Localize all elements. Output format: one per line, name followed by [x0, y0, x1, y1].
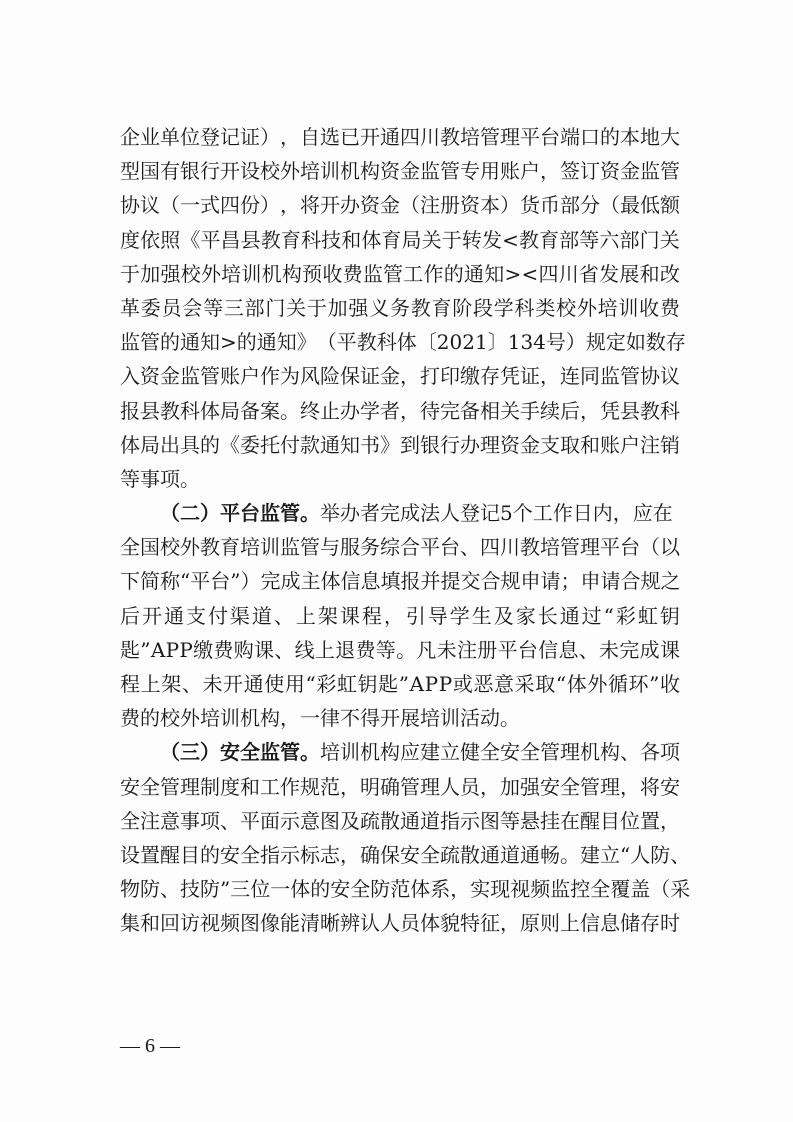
paragraph-line: 革 委 员 会 等 三 部 门 关 于 加 强 义 务 教 育 阶 段 学 科 类 校 外 培 训 收 费: [120, 295, 680, 320]
paragraph-line: 费的校外培训机构，一律不得开展培训活动。: [120, 706, 520, 731]
paragraph-line: 下 简 称 “ 平 台 ” ） 完 成 主 体 信 息 填 报 并 提 交 合 规 申 请 ； 申 请 合 规 之: [120, 569, 681, 594]
document-body: [120, 120, 691, 941]
paragraph-line: 安 全 管 理 制 度 和 工 作 规 范 ， 明 确 管 理 人 员 ， 加 强 安 全 管 理 ， 将 安: [120, 774, 680, 799]
paragraph-line: 集 和 回 访 视 频 图 像 能 清 晰 辨 认 人 员 体 貌 特 征 ， 原 则 上 信 息 储 存 时: [120, 911, 680, 936]
section-heading-line: [120, 735, 680, 769]
section-heading-line: [120, 496, 680, 530]
paragraph-line: 程 上 架 、 未 开 通 使 用 “ 彩 虹 钥 匙 ” A P P 或 恶 意 采 取 “ 体 外 循 环 ” 收: [120, 672, 680, 696]
section-heading: （三）安全监管。: [160, 740, 320, 765]
paragraph-line: 全 注 意 事 项 、 平 面 示 意 图 及 疏 散 通 道 指 示 图 等 悬 挂 在 醒 目 位 置 ，: [120, 808, 680, 833]
section-text: 培训机构应建立健全安全管理机构、各项: [320, 740, 680, 765]
paragraph-line: 后 开 通 支 付 渠 道 、 上 架 课 程 ， 引 导 学 生 及 家 长 通 过 “ 彩 虹 钥: [120, 603, 680, 628]
paragraph-line: 监 管 的 通 知 > 的 通 知 》 （ 平 教 科 体 〔 2 0 2 1 〕 1 3 4 号 ） 规 定 如 数 存: [120, 330, 686, 355]
section-text: 举办者完成法人登记5个工作日内，应在: [320, 501, 673, 526]
paragraph-line: 等事项。: [120, 466, 200, 491]
paragraph-line: 型 国 有 银 行 开 设 校 外 培 训 机 构 资 金 监 管 专 用 账 户 ， 签 订 资 金 监 管: [120, 159, 680, 184]
paragraph-line: 协 议 （ 一 式 四 份 ） ， 将 开 办 资 金 （ 注 册 资 本 ） 货 币 部 分 （ 最 低 额: [120, 193, 680, 218]
paragraph-line: 全 国 校 外 教 育 培 训 监 管 与 服 务 综 合 平 台 、 四 川 教 培 管 理 平 台 （ 以: [120, 535, 680, 560]
paragraph-line: 报 县 教 科 体 局 备 案 。 终 止 办 学 者 ， 待 完 备 相 关 手 续 后 ， 凭 县 教 科: [120, 398, 680, 423]
paragraph-line: 匙 ” A P P 缴 费 购 课 、 线 上 退 费 等 。 凡 未 注 册 平 台 信 息 、 未 完 成 课: [120, 637, 680, 662]
paragraph-line: 度 依 照 《 平 昌 县 教 育 科 技 和 体 育 局 关 于 转 发 < 教 育 部 等 六 部 门 关: [120, 227, 680, 252]
paragraph-line: 入 资 金 监 管 账 户 作 为 风 险 保 证 金 ， 打 印 缴 存 凭 证 ， 连 同 监 管 协 议: [120, 364, 680, 389]
paragraph-line: 于 加 强 校 外 培 训 机 构 预 收 费 监 管 工 作 的 通 知 > < 四 川 省 发 展 和 改: [120, 261, 680, 286]
paragraph-line: 体 局 出 具 的 《 委 托 付 款 通 知 书 》 到 银 行 办 理 资 金 支 取 和 账 户 注 销: [120, 432, 680, 457]
page-number: — 6 —: [120, 1035, 180, 1057]
paragraph-line: 物 防 、 技 防 ” 三 位 一 体 的 安 全 防 范 体 系 ， 实 现 视 频 监 控 全 覆 盖 （ 采: [120, 877, 691, 902]
paragraph-line: 企 业 单 位 登 记 证 ） ， 自 选 已 开 通 四 川 教 培 管 理 平 台 端 口 的 本 地 大: [120, 125, 680, 149]
paragraph-line: 设 置 醒 目 的 安 全 指 示 标 志 ， 确 保 安 全 疏 散 通 道 通 畅 。 建 立 “ 人 防 、: [120, 842, 691, 867]
section-heading: （二）平台监管。: [160, 501, 320, 526]
